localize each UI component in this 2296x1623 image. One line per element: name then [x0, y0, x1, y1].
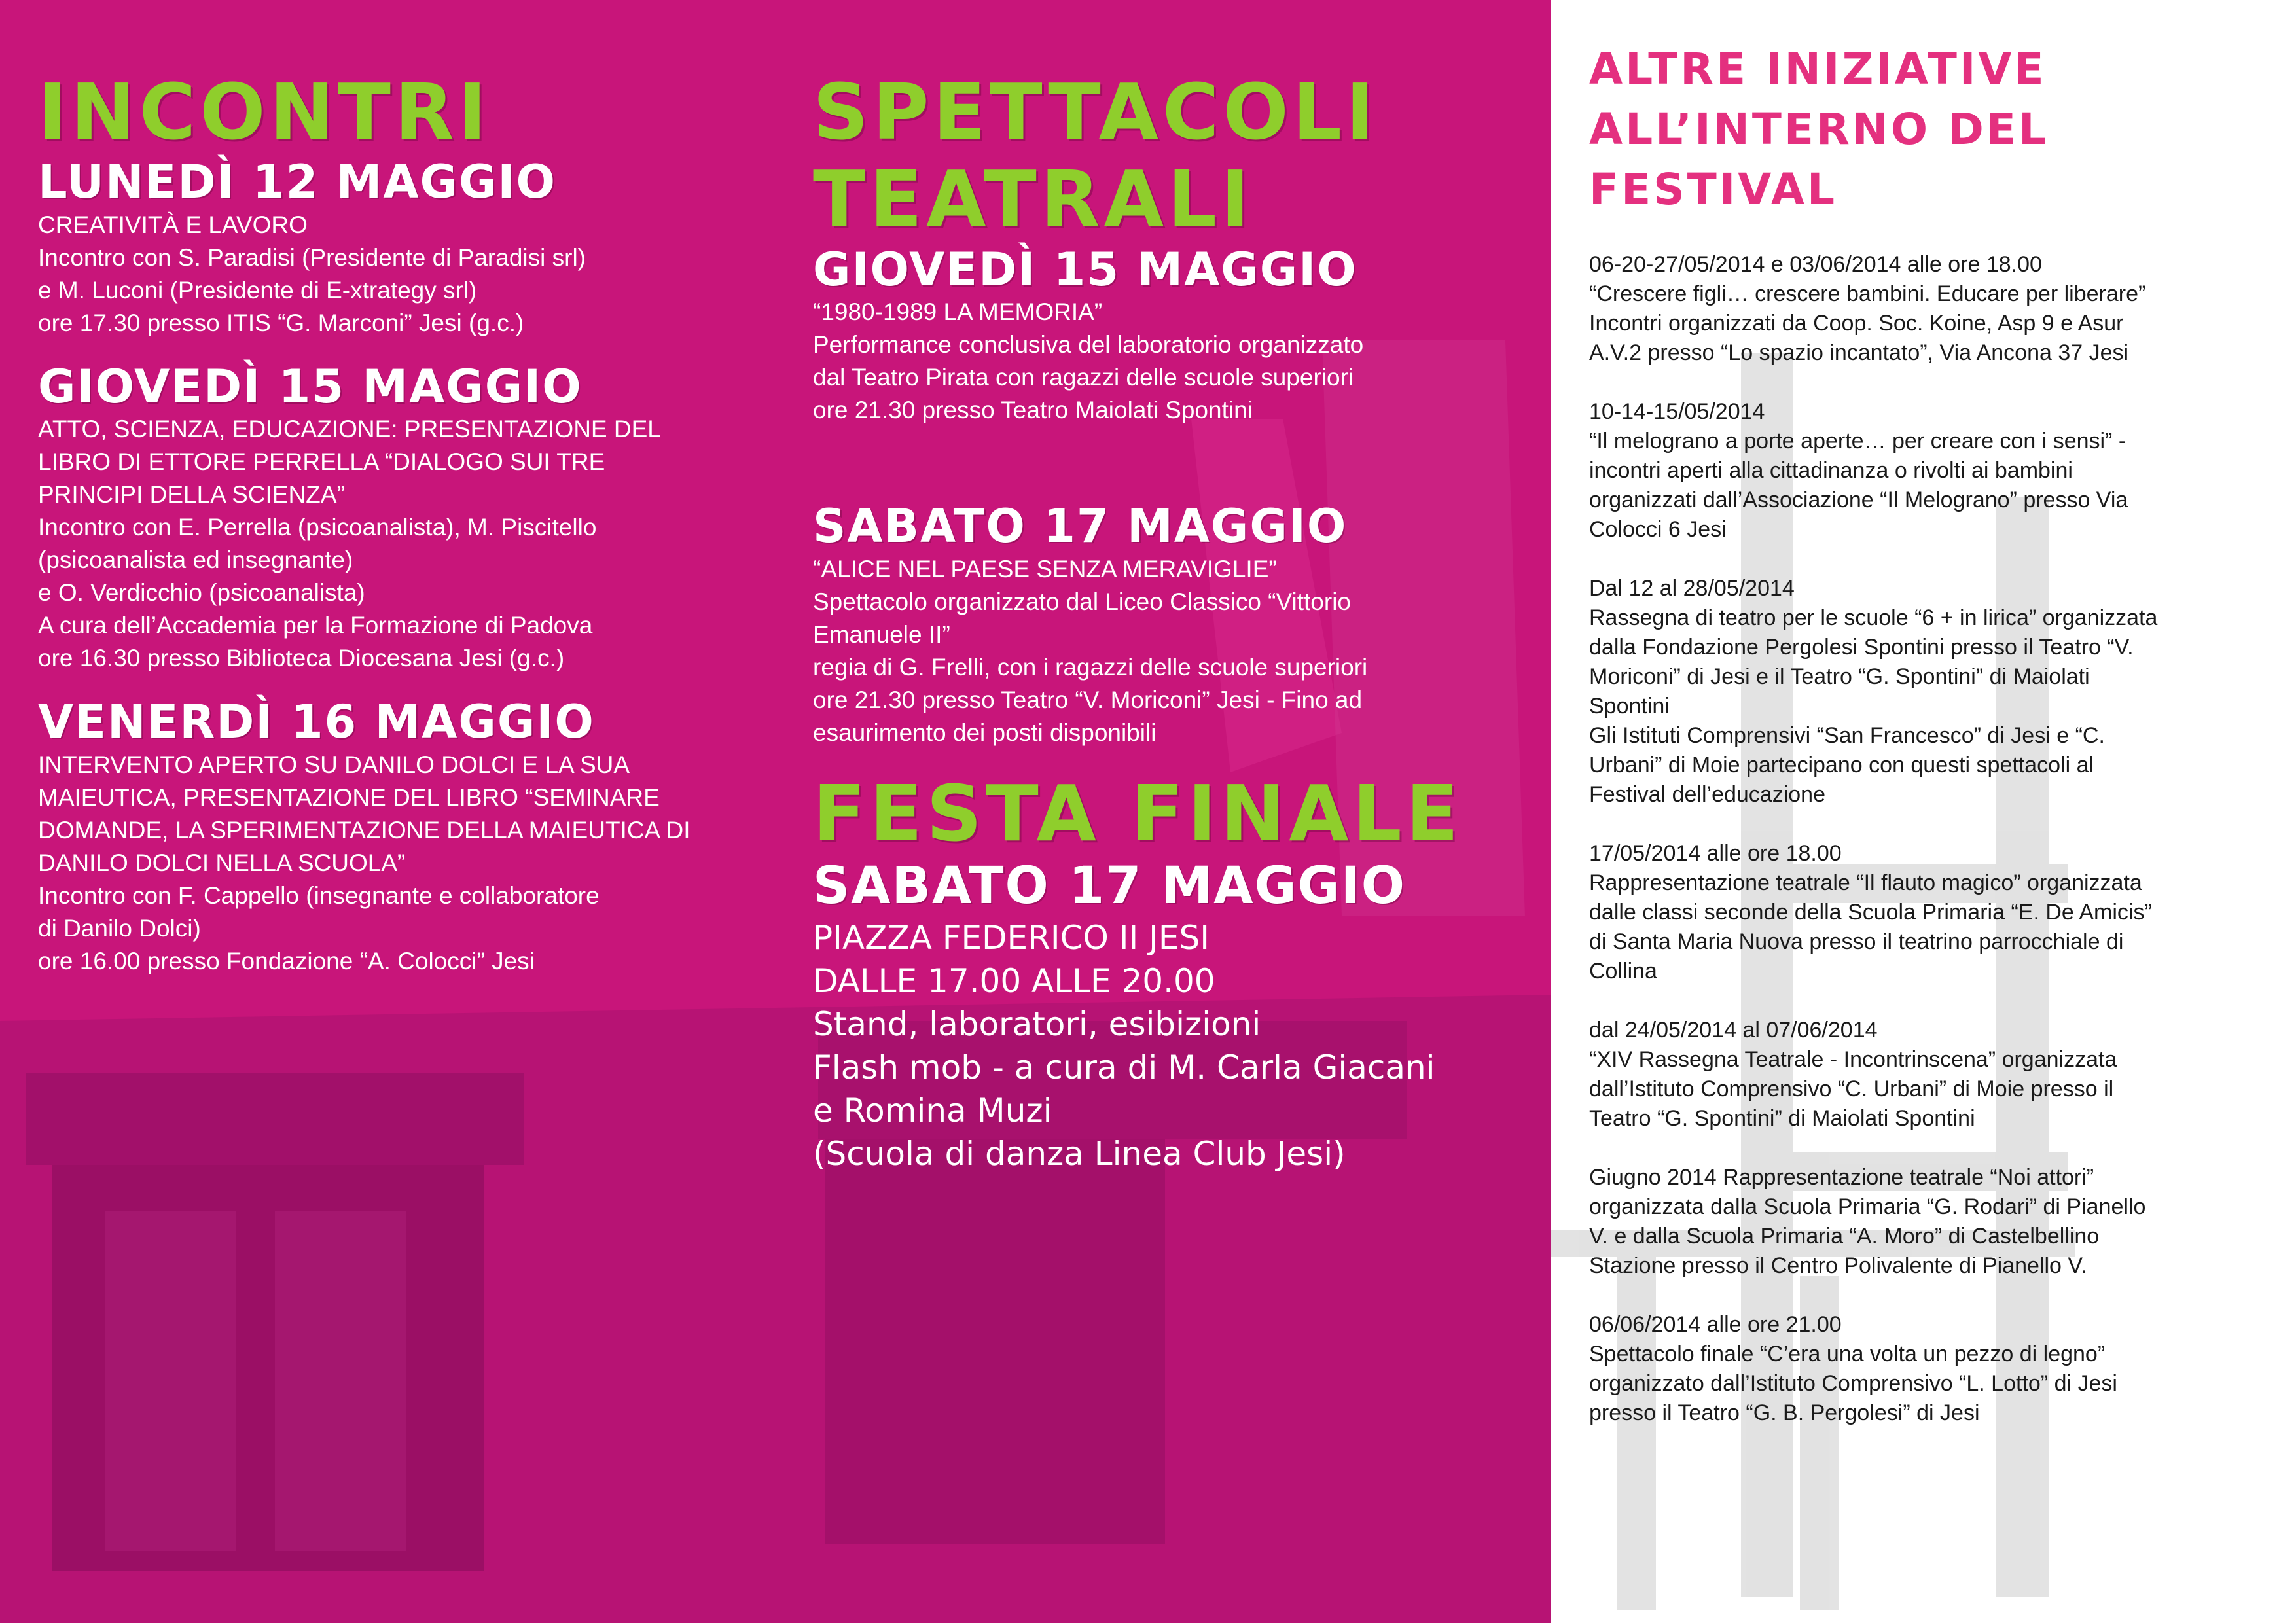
initiative-item: [1589, 839, 2270, 986]
event-line: “1980-1989 LA MEMORIA”: [813, 298, 1103, 326]
initiative-line: Gli Istituti Comprensivi “San Francesco” di Jesi e “C.: [1589, 723, 2105, 748]
altre-title-line3: FESTIVAL: [1589, 164, 1838, 215]
initiative-line: organizzato dall’Istituto Comprensivo “L. Lotto” di Jesi: [1589, 1371, 2117, 1396]
initiative-line: “Il melograno a porte aperte… per creare con i sensi” -: [1589, 429, 2126, 454]
initiative-item: [1589, 574, 2270, 810]
spettacoli-title: SPETTACOLI: [813, 67, 1378, 157]
initiative-line: A.V.2 presso “Lo spazio incantato”, Via Ancona 37 Jesi: [1589, 340, 2129, 365]
event-line: Incontro con S. Paradisi (Presidente di Paradisi srl): [38, 243, 586, 271]
initiative-line: Stazione presso il Centro Polivalente di Pianello V.: [1589, 1253, 2087, 1278]
event-line: LIBRO DI ETTORE PERRELLA “DIALOGO SUI TRE: [38, 448, 605, 476]
festa-line: (Scuola di danza Linea Club Jesi): [813, 1134, 1346, 1173]
event-line: regia di G. Frelli, con i ragazzi delle scuole superiori: [813, 653, 1368, 681]
event-line: ore 16.30 presso Biblioteca Diocesana Jesi (g.c.): [38, 645, 565, 672]
festa-finale-block: [813, 770, 1533, 1175]
initiative-line: “XIV Rassegna Teatrale - Incontrinscena” organizzata: [1589, 1047, 2117, 1072]
initiatives-list: [1589, 250, 2270, 1428]
initiative-line: Festival dell’educazione: [1589, 782, 1825, 807]
festa-line: Stand, laboratori, esibizioni: [813, 1005, 1261, 1043]
event-block: [38, 156, 771, 340]
initiative-line: 06/06/2014 alle ore 21.00: [1589, 1312, 1842, 1337]
event-line: Incontro con F. Cappello (insegnante e collaboratore: [38, 882, 600, 909]
festa-line: e Romina Muzi: [813, 1091, 1052, 1130]
altre-iniziative-column: [1589, 39, 2270, 1457]
event-block: [38, 361, 771, 675]
event-line: ore 16.00 presso Fondazione “A. Colocci” Jesi: [38, 947, 535, 974]
initiative-line: Collina: [1589, 959, 1657, 984]
event-line: “ALICE NEL PAESE SENZA MERAVIGLIE”: [813, 555, 1277, 582]
festa-line: Flash mob - a cura di M. Carla Giacani: [813, 1048, 1435, 1086]
event-line: ore 21.30 presso Teatro Maiolati Spontini: [813, 397, 1253, 424]
initiative-line: Incontri organizzati da Coop. Soc. Koine, Asp 9 e Asur: [1589, 311, 2124, 336]
event-block: [813, 243, 1533, 427]
initiative-line: incontri aperti alla cittadinanza o rivolti ai bambini: [1589, 458, 2073, 483]
initiative-line: di Santa Maria Nuova presso il teatrino parrocchiale di: [1589, 929, 2124, 954]
initiative-line: “Crescere figli… crescere bambini. Educare per liberare”: [1589, 281, 2146, 306]
initiative-item: [1589, 1310, 2270, 1428]
festa-date: SABATO 17 MAGGIO: [813, 856, 1407, 916]
event-date: SABATO 17 MAGGIO: [813, 499, 1348, 554]
spettacoli-title-line2: TEATRALI: [813, 154, 1254, 245]
event-line: di Danilo Dolci): [38, 914, 201, 942]
initiative-line: organizzata dalla Scuola Primaria “G. Rodari” di Pianello: [1589, 1194, 2146, 1219]
altre-title-line2: ALL’INTERNO DEL: [1589, 104, 2049, 154]
initiative-line: dall’Istituto Comprensivo “C. Urbani” di Moie presso il: [1589, 1077, 2114, 1101]
event-date: GIOVEDÌ 15 MAGGIO: [813, 242, 1357, 296]
event-line: PRINCIPI DELLA SCIENZA”: [38, 481, 345, 508]
initiative-line: dalle classi seconde della Scuola Primaria “E. De Amicis”: [1589, 900, 2152, 925]
event-line: INTERVENTO APERTO SU DANILO DOLCI E LA SUA: [38, 751, 630, 778]
initiative-line: Spettacolo finale “C’era una volta un pezzo di legno”: [1589, 1342, 2106, 1366]
initiative-line: Urbani” di Moie partecipano con questi spettacoli al: [1589, 753, 2094, 777]
initiative-line: Teatro “G. Spontini” di Maiolati Spontini: [1589, 1106, 1975, 1131]
initiative-line: dal 24/05/2014 al 07/06/2014: [1589, 1018, 1878, 1043]
initiative-line: Giugno 2014 Rappresentazione teatrale “Noi attori”: [1589, 1165, 2094, 1190]
initiative-line: organizzati dall’Associazione “Il Melograno” presso Via: [1589, 488, 2128, 512]
event-line: DOMANDE, LA SPERIMENTAZIONE DELLA MAIEUTICA DI: [38, 816, 691, 844]
initiative-item: [1589, 250, 2270, 368]
initiative-line: presso il Teatro “G. B. Pergolesi” di Jesi: [1589, 1400, 1980, 1425]
incontri-title: INCONTRI: [38, 67, 491, 157]
initiative-line: Dal 12 al 28/05/2014: [1589, 576, 1795, 601]
event-line: Performance conclusiva del laboratorio organizzato: [813, 331, 1364, 359]
event-line: A cura dell’Accademia per la Formazione di Padova: [38, 612, 593, 639]
event-line: ore 17.30 presso ITIS “G. Marconi” Jesi (g.c.): [38, 309, 524, 336]
festa-line: PIAZZA FEDERICO II JESI: [813, 918, 1210, 957]
event-line: Incontro con E. Perrella (psicoanalista), M. Piscitello: [38, 514, 597, 541]
initiative-line: 10-14-15/05/2014: [1589, 399, 1765, 424]
event-line: e O. Verdicchio (psicoanalista): [38, 579, 365, 607]
event-block: [813, 500, 1533, 749]
event-line: Emanuele II”: [813, 620, 950, 648]
initiative-line: 06-20-27/05/2014 e 03/06/2014 alle ore 18.00: [1589, 252, 2042, 277]
event-block: [38, 696, 771, 978]
initiative-line: Spontini: [1589, 694, 1670, 719]
initiative-line: Rassegna di teatro per le scuole “6 + in lirica” organizzata: [1589, 605, 2158, 630]
initiative-item: [1589, 1016, 2270, 1133]
event-line: esaurimento dei posti disponibili: [813, 719, 1157, 746]
event-line: dal Teatro Pirata con ragazzi delle scuole superiori: [813, 364, 1354, 391]
spettacoli-column: [813, 69, 1533, 1175]
event-date: LUNEDÌ 12 MAGGIO: [38, 155, 556, 209]
altre-title: ALTRE INIZIATIVE: [1589, 44, 2047, 94]
event-line: ATTO, SCIENZA, EDUCAZIONE: PRESENTAZIONE DEL: [38, 416, 661, 443]
initiative-line: Rappresentazione teatrale “Il flauto magico” organizzata: [1589, 870, 2142, 895]
event-line: DANILO DOLCI NELLA SCUOLA”: [38, 849, 406, 876]
event-line: e M. Luconi (Presidente di E-xtrategy srl): [38, 276, 477, 304]
initiative-item: [1589, 397, 2270, 544]
event-line: ore 21.30 presso Teatro “V. Moriconi” Jesi - Fino ad: [813, 686, 1363, 713]
event-line: CREATIVITÀ E LAVORO: [38, 211, 308, 238]
initiative-line: 17/05/2014 alle ore 18.00: [1589, 841, 1842, 866]
event-date: VENERDÌ 16 MAGGIO: [38, 695, 595, 749]
initiative-item: [1589, 1163, 2270, 1281]
festa-line: DALLE 17.00 ALLE 20.00: [813, 961, 1215, 1000]
initiative-line: dalla Fondazione Pergolesi Spontini presso il Teatro “V.: [1589, 635, 2134, 660]
event-line: MAIEUTICA, PRESENTAZIONE DEL LIBRO “SEMINARE: [38, 783, 660, 811]
event-line: (psicoanalista ed insegnante): [38, 546, 353, 574]
incontri-column: [38, 69, 771, 978]
event-line: Spettacolo organizzato dal Liceo Classico “Vittorio: [813, 588, 1351, 615]
initiative-line: V. e dalla Scuola Primaria “A. Moro” di Castelbellino: [1589, 1224, 2100, 1249]
initiative-line: Moriconi” di Jesi e il Teatro “G. Spontini” di Maiolati: [1589, 664, 2090, 689]
event-date: GIOVEDÌ 15 MAGGIO: [38, 359, 583, 414]
initiative-line: Colocci 6 Jesi: [1589, 517, 1727, 542]
festa-finale-title: FESTA FINALE: [813, 768, 1463, 859]
